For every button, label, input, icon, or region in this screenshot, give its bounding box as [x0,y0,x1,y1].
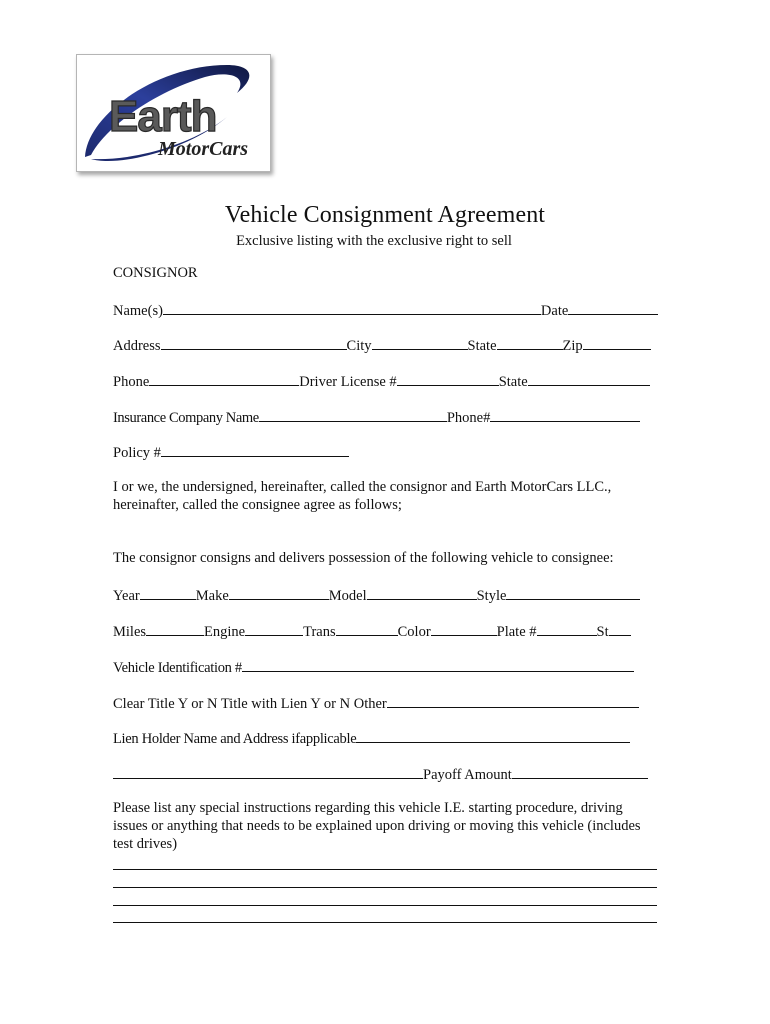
label-address: Address [113,338,161,354]
label-zip: Zip [562,338,583,354]
driver-license-field[interactable] [397,371,499,386]
color-field[interactable] [431,621,497,636]
address-field[interactable] [161,335,347,350]
label-trans: Trans [303,624,336,640]
label-clear-title: Clear Title Y or N Title with Lien Y or N Other [113,696,387,712]
label-driver-license: Driver License # [299,374,397,390]
instructions-line-3[interactable] [113,905,657,906]
consigns-paragraph: The consignor consigns and delivers possession of the following vehicle to consignee: [113,550,614,566]
instructions-line-4[interactable] [113,922,657,923]
insurance-field[interactable] [259,407,447,422]
instructions-line-2[interactable] [113,887,657,888]
dl-state-field[interactable] [528,371,650,386]
other-field[interactable] [387,693,639,708]
lien-address-field[interactable] [113,764,423,779]
label-miles: Miles [113,624,147,640]
label-payoff: Payoff Amount [423,767,512,783]
date-field[interactable] [568,300,658,315]
row-policy [113,442,349,462]
label-year: Year [113,588,140,604]
label-policy: Policy # [113,445,161,461]
row-vin [113,657,634,677]
page-title: Vehicle Consignment Agreement [224,202,546,228]
row-names [113,300,658,320]
style-field[interactable] [506,585,640,600]
label-plate: Plate # [496,624,537,640]
make-field[interactable] [229,585,329,600]
st-field[interactable] [609,621,631,636]
label-style: Style [476,588,507,604]
label-names: Name(s) [113,303,163,319]
insurance-phone-field[interactable] [490,407,640,422]
row-phone [113,371,650,391]
label-insurance-phone: Phone# [446,410,491,426]
label-lien-holder: Lien Holder Name and Address ifapplicable [113,731,357,747]
label-vin: Vehicle Identification # [113,660,242,676]
logo-word-motorcars: MotorCars [158,138,249,160]
vin-field[interactable] [242,657,634,672]
label-city: City [346,338,372,354]
label-color: Color [397,624,431,640]
label-state: State [467,338,497,354]
names-field[interactable] [163,300,541,315]
logo-word-earth: Earth [109,92,217,141]
label-st: St [596,624,609,640]
page-subtitle: Exclusive listing with the exclusive right to sell [236,233,512,249]
model-field[interactable] [367,585,477,600]
row-payoff [113,764,648,784]
label-date: Date [540,303,569,319]
payoff-field[interactable] [512,764,648,779]
label-dl-state: State [498,374,528,390]
label-phone: Phone [113,374,150,390]
trans-field[interactable] [336,621,398,636]
instructions-line-1[interactable] [113,869,657,870]
row-insurance [113,407,640,427]
policy-field[interactable] [161,442,349,457]
phone-field[interactable] [149,371,299,386]
intro-paragraph: I or we, the undersigned, hereinafter, called the consignor and Earth MotorCars LLC., hereinafter, called the consignee agree as follows; [113,479,612,513]
row-vehicle-year [113,585,640,605]
section-consignor: CONSIGNOR [113,265,198,281]
row-vehicle-miles [113,621,631,641]
plate-field[interactable] [537,621,597,636]
label-model: Model [328,588,367,604]
zip-field[interactable] [583,335,651,350]
row-lien-holder [113,728,630,748]
row-address [113,335,651,355]
label-make: Make [195,588,229,604]
year-field[interactable] [140,585,196,600]
label-insurance: Insurance Company Name [113,410,259,426]
instructions-paragraph: Please list any special instructions regarding this vehicle I.E. starting procedure, driving issues or anything that needs to be explained upon driving or moving this vehicle (includes test drives) [113,800,641,852]
city-field[interactable] [372,335,468,350]
company-logo [76,54,271,172]
engine-field[interactable] [245,621,303,636]
state-field[interactable] [497,335,563,350]
label-engine: Engine [204,624,246,640]
lien-holder-field[interactable] [356,728,630,743]
row-clear-title [113,693,639,713]
miles-field[interactable] [146,621,204,636]
